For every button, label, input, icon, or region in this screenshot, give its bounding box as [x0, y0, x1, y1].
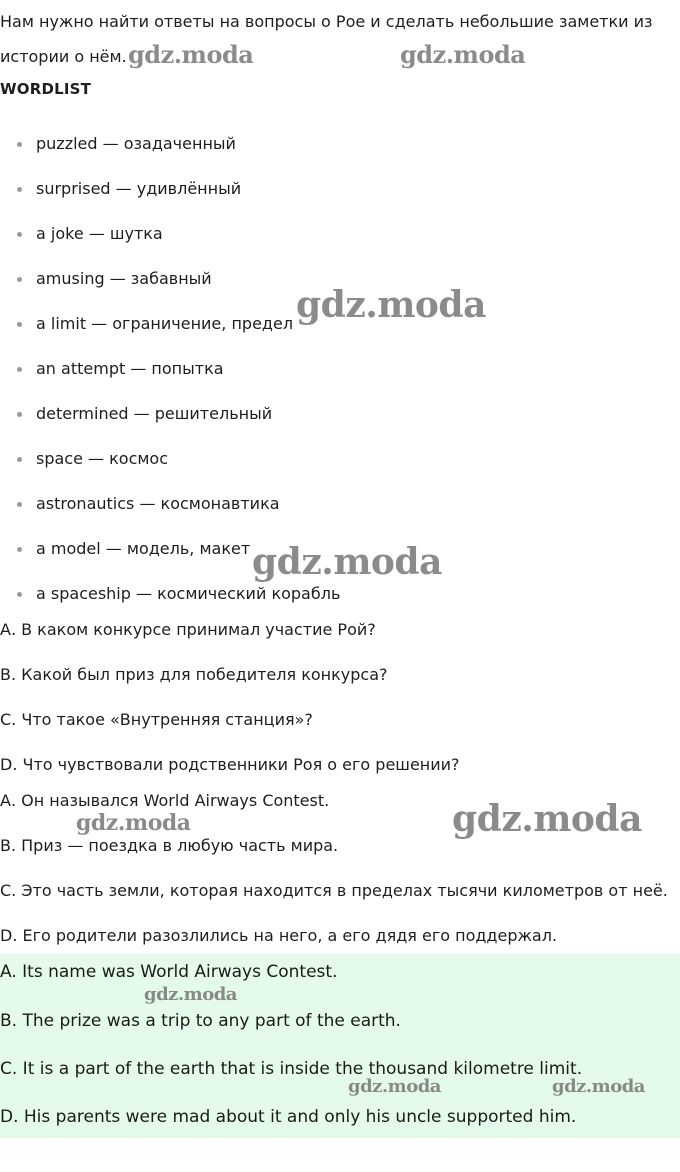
wordlist-item	[36, 403, 272, 425]
answer-ru-line: А. Он назывался World Airways Contest.	[0, 791, 330, 810]
wordlist-item	[36, 223, 163, 245]
watermark: gdz.moda	[400, 40, 526, 69]
wordlist-heading: WORDLIST	[0, 80, 92, 98]
wordlist-item	[36, 538, 250, 560]
wordlist-item-text: space — космос	[36, 449, 169, 468]
wordlist-item-text: puzzled — озадаченный	[36, 134, 236, 153]
answers-english-box	[0, 954, 680, 1138]
watermark: gdz.moda	[252, 541, 442, 583]
wordlist-item-text: a joke — шутка	[36, 224, 163, 243]
bullet-icon	[17, 187, 22, 192]
wordlist-item-text: surprised — удивлённый	[36, 179, 242, 198]
bullet-icon	[17, 277, 22, 282]
question-line: В. Какой был приз для победителя конкурса?	[0, 665, 388, 684]
answer-ru-line: С. Это часть земли, которая находится в пределах тысячи километров от неё.	[0, 881, 668, 900]
bullet-icon	[17, 547, 22, 552]
watermark: gdz.moda	[296, 284, 486, 326]
wordlist-item	[36, 268, 212, 290]
wordlist-item	[36, 493, 280, 515]
wordlist-item	[36, 178, 241, 200]
watermark: gdz.moda	[76, 810, 191, 836]
answer-en-line: D. His parents were mad about it and only his uncle supported him.	[0, 1107, 577, 1127]
question-line: А. В каком конкурсе принимал участие Рой?	[0, 620, 376, 639]
question-line: D. Что чувствовали родственники Роя о его решении?	[0, 755, 460, 774]
bullet-icon	[17, 232, 22, 237]
answer-ru-line: В. Приз — поездка в любую часть мира.	[0, 836, 339, 855]
wordlist-item-text: determined — решительный	[36, 404, 273, 423]
bullet-icon	[17, 502, 22, 507]
wordlist-item-text: a limit — ограничение, предел	[36, 314, 294, 333]
answer-en-line: B. The prize was a trip to any part of the earth.	[0, 1011, 401, 1031]
bullet-icon	[17, 457, 22, 462]
bullet-icon	[17, 592, 22, 597]
wordlist-item	[36, 313, 293, 335]
wordlist-item	[36, 583, 340, 605]
watermark: gdz.moda	[144, 984, 237, 1005]
wordlist-item-text: a spaceship — космический корабль	[36, 584, 341, 603]
watermark: gdz.moda	[452, 798, 642, 840]
bullet-icon	[17, 142, 22, 147]
answer-en-line: C. It is a part of the earth that is inside the thousand kilometre limit.	[0, 1059, 583, 1079]
answer-en-line: A. Its name was World Airways Contest.	[0, 962, 338, 982]
watermark: gdz.moda	[552, 1076, 645, 1097]
wordlist-item-text: an attempt — попытка	[36, 359, 224, 378]
wordlist-item-text: a model — модель, макет	[36, 539, 251, 558]
bullet-icon	[17, 322, 22, 327]
wordlist-item	[36, 448, 168, 470]
wordlist-item	[36, 358, 224, 380]
watermark: gdz.moda	[348, 1076, 441, 1097]
wordlist-item	[36, 133, 236, 155]
wordlist-item-text: astronautics — космонавтика	[36, 494, 280, 513]
bullet-icon	[17, 412, 22, 417]
watermark: gdz.moda	[128, 40, 254, 69]
question-line: С. Что такое «Внутренняя станция»?	[0, 710, 313, 729]
bullet-icon	[17, 367, 22, 372]
answer-ru-line: D. Его родители разозлились на него, а его дядя его поддержал.	[0, 926, 558, 945]
wordlist-item-text: amusing — забавный	[36, 269, 212, 288]
intro-text: Нам нужно найти ответы на вопросы о Рое и сделать небольшие заметки из истории о нём.	[0, 12, 653, 66]
